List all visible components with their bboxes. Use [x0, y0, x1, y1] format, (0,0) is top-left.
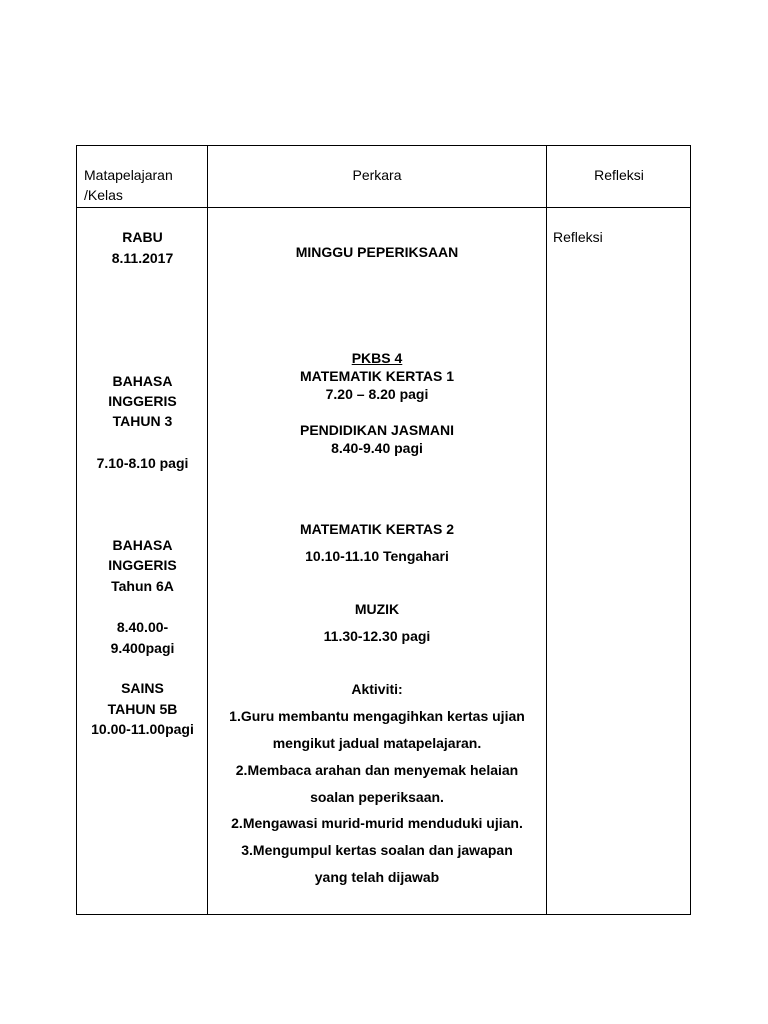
pkbs-title: PKBS 4	[351, 350, 403, 366]
date-label: 8.11.2017	[111, 250, 174, 266]
activity-4-line2: yang telah dijawab	[314, 869, 440, 885]
subject-2-line1: BAHASA	[112, 537, 173, 553]
header-perkara: Perkara	[352, 167, 402, 183]
table-border-right	[690, 145, 691, 915]
activity-1-line2: mengikut jadual matapelajaran.	[272, 735, 482, 751]
math-paper-1-time: 7.20 – 8.20 pagi	[325, 386, 429, 402]
table-border-bottom	[76, 914, 691, 915]
music-time: 11.30-12.30 pagi	[323, 628, 431, 644]
activity-2-line1: 2.Membaca arahan dan menyemak helaian	[235, 762, 519, 778]
activity-4-line1: 3.Mengumpul kertas soalan dan jawapan	[241, 842, 513, 858]
header-subject-class-line2: /Kelas	[84, 187, 123, 203]
subject-2-time-line1: 8.40.00-	[116, 619, 169, 635]
subject-1-time: 7.10-8.10 pagi	[96, 455, 189, 471]
activity-heading: Aktiviti:	[351, 681, 403, 697]
activity-3: 2.Mengawasi murid-murid menduduki ujian.	[231, 815, 523, 831]
exam-week-title: MINGGU PEPERIKSAAN	[295, 244, 459, 260]
math-paper-1: MATEMATIK KERTAS 1	[300, 368, 454, 384]
subject-3-class: TAHUN 5B	[107, 701, 178, 717]
subject-2-time-line2: 9.400pagi	[110, 640, 175, 656]
header-subject-class-line1: Matapelajaran	[84, 167, 173, 183]
column-divider-2	[546, 145, 547, 915]
subject-3-line1: SAINS	[121, 680, 164, 696]
music: MUZIK	[354, 601, 400, 617]
physical-education-time: 8.40-9.40 pagi	[331, 440, 423, 456]
math-paper-2-time: 10.10-11.10 Tengahari	[305, 548, 449, 564]
table-header-divider	[76, 207, 691, 208]
physical-education: PENDIDIKAN JASMANI	[299, 422, 454, 438]
subject-2-class: Tahun 6A	[111, 578, 174, 594]
subject-1-class: TAHUN 3	[112, 413, 173, 429]
activity-1-line1: 1.Guru membantu mengagihkan kertas ujian	[229, 708, 525, 724]
subject-1-line1: BAHASA	[112, 373, 173, 389]
header-refleksi: Refleksi	[594, 167, 644, 183]
subject-3-time: 10.00-11.00pagi	[91, 721, 194, 737]
day-label: RABU	[122, 229, 163, 245]
math-paper-2: MATEMATIK KERTAS 2	[300, 521, 454, 537]
subject-1-line2: INGGERIS	[108, 393, 177, 409]
reflection-text: Refleksi	[553, 229, 603, 245]
activity-2-line2: soalan peperiksaan.	[310, 789, 444, 805]
subject-2-line2: INGGERIS	[108, 557, 177, 573]
table-border-top	[76, 145, 691, 146]
